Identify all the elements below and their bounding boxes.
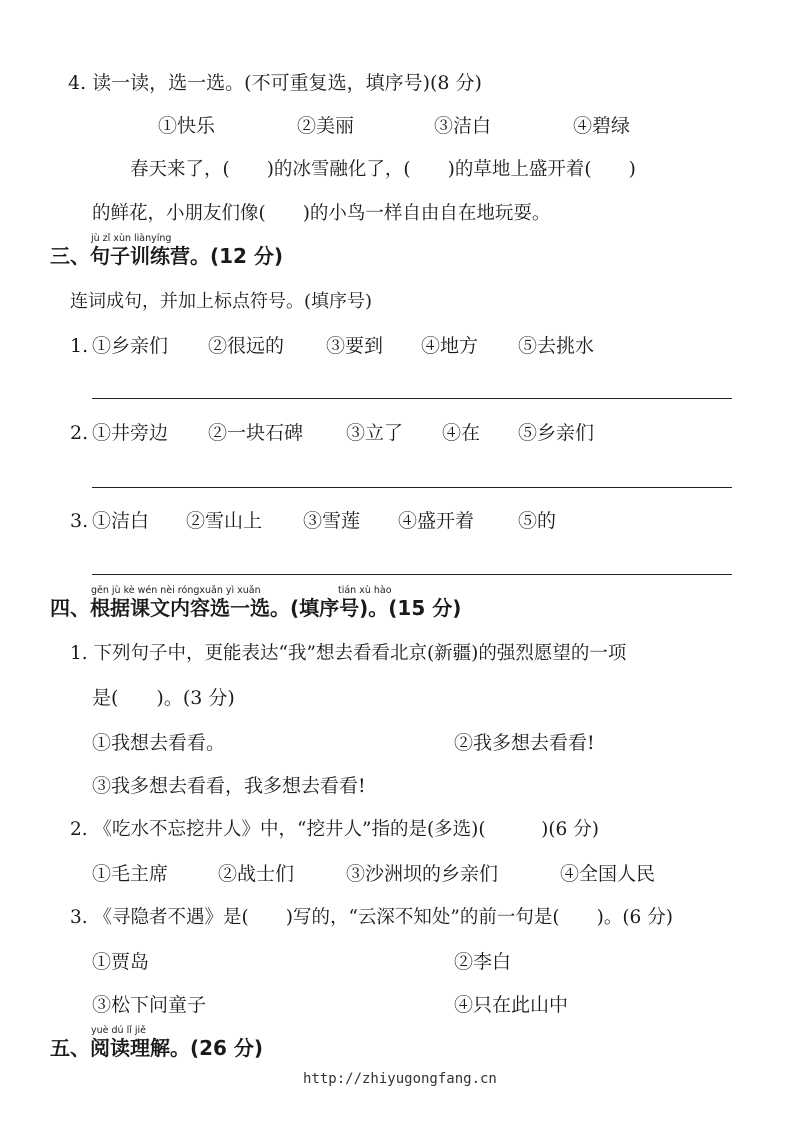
s3-item3-word-4: ④盛开着 — [398, 510, 475, 532]
q4-option-4: ④碧绿 — [573, 115, 631, 137]
s3-item2-number: 2. — [70, 422, 89, 444]
s4-q3-option-1: ①贾岛 — [92, 951, 150, 973]
q4-option-2: ②美丽 — [297, 115, 355, 137]
s3-item2-word-3: ③立了 — [346, 422, 404, 444]
s3-item1-answer-line[interactable] — [92, 398, 732, 399]
s3-item2-word-5: ⑤乡亲们 — [518, 422, 595, 444]
s4-q2-option-1: ①毛主席 — [92, 863, 169, 885]
q4-passage-line-1: 春天来了，( )的冰雪融化了，( )的草地上盛开着( ) — [130, 159, 636, 180]
s4-q1-option-3: ③我多想去看看，我多想去看看! — [92, 775, 366, 797]
s4-q2-option-3: ③沙洲坝的乡亲们 — [346, 863, 499, 885]
s4-q3-line: 3. 《寻隐者不遇》是( )写的，“云深不知处”的前一句是( )。(6 分) — [70, 907, 673, 928]
section4-pinyin-b: tián xù hào — [338, 585, 392, 596]
s3-item3-number: 3. — [70, 510, 89, 532]
s3-item2-word-1: ①井旁边 — [92, 422, 169, 444]
q4-passage-line-2: 的鲜花，小朋友们像( )的小鸟一样自由自在地玩耍。 — [92, 203, 551, 224]
s4-q3-option-4: ④只在此山中 — [454, 994, 569, 1016]
q4-option-3: ③洁白 — [434, 115, 492, 137]
s4-q3-option-2: ②李白 — [454, 951, 512, 973]
s4-q3-option-3: ③松下问童子 — [92, 994, 207, 1016]
section5-heading: 五、阅读理解。(26 分) — [50, 1036, 264, 1060]
s3-item1-number: 1. — [70, 335, 89, 357]
s4-q2-option-4: ④全国人民 — [560, 863, 656, 885]
s3-item1-word-2: ②很远的 — [208, 335, 285, 357]
s4-q1-option-2: ②我多想去看看! — [454, 732, 595, 754]
footer-url[interactable]: http://zhiyugongfang.cn — [303, 1071, 497, 1087]
q4-option-1: ①快乐 — [158, 115, 216, 137]
section4-heading: 四、根据课文内容选一选。(填序号)。(15 分) — [50, 596, 462, 620]
s3-item1-word-5: ⑤去挑水 — [518, 335, 595, 357]
section4-pinyin-a: gēn jù kè wén nèi róngxuǎn yì xuǎn — [91, 585, 261, 596]
s3-item2-answer-line[interactable] — [92, 487, 732, 488]
s4-q2-option-2: ②战士们 — [218, 863, 295, 885]
s3-item3-word-2: ②雪山上 — [186, 510, 263, 532]
s3-item3-word-3: ③雪莲 — [303, 510, 361, 532]
section3-pinyin: jù zǐ xùn liànyíng — [91, 233, 172, 244]
q4-title: 4. 读一读，选一选。(不可重复选，填序号)(8 分) — [68, 72, 482, 94]
s3-item3-word-1: ①洁白 — [92, 510, 150, 532]
s3-item2-word-4: ④在 — [442, 422, 481, 444]
s3-item2-word-2: ②一块石碑 — [208, 422, 304, 444]
section5-pinyin: yuè dú lǐ jiě — [91, 1025, 147, 1036]
section3-instruction: 连词成句，并加上标点符号。(填序号) — [70, 291, 373, 312]
s3-item3-answer-line[interactable] — [92, 574, 732, 575]
s4-q1-line-1: 1. 下列句子中，更能表达“我”想去看看北京(新疆)的强烈愿望的一项 — [70, 643, 627, 664]
s3-item1-word-1: ①乡亲们 — [92, 335, 169, 357]
section3-heading: 三、句子训练营。(12 分) — [50, 244, 284, 268]
s4-q2-line: 2. 《吃水不忘挖井人》中，“挖井人”指的是(多选)( )(6 分) — [70, 819, 599, 840]
s3-item1-word-4: ④地方 — [421, 335, 479, 357]
s3-item3-word-5: ⑤的 — [518, 510, 557, 532]
s4-q1-option-1: ①我想去看看。 — [92, 732, 226, 754]
s4-q1-line-2: 是( )。(3 分) — [92, 687, 235, 709]
s3-item1-word-3: ③要到 — [326, 335, 384, 357]
